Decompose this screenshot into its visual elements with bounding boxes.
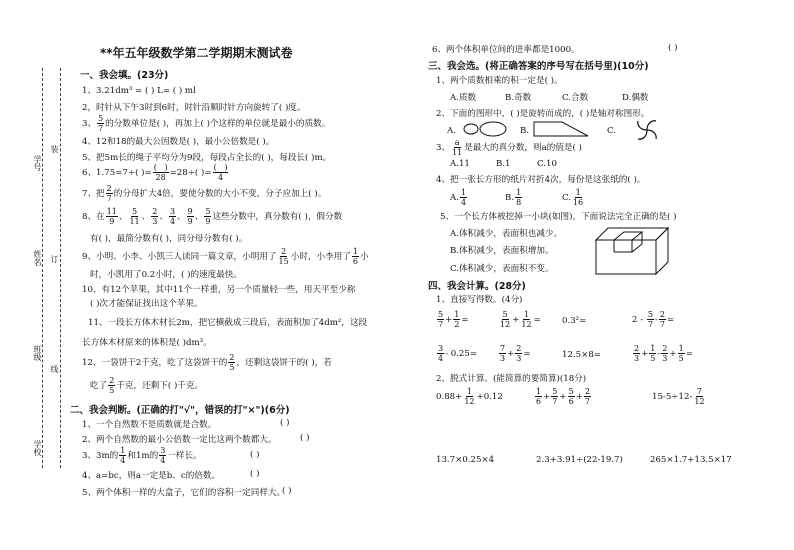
- step-calc-6: 265×1.7+13.5×17: [650, 455, 732, 465]
- s4-part1-label: 1、直接写得数。(4分): [436, 295, 523, 305]
- s3-q3-opt-b: B.1: [496, 159, 511, 169]
- s2-q1-paren: ( ): [280, 418, 290, 428]
- s3-q4: 4、把一张长方形的纸片对折4次，每份是这张纸的( )。: [436, 175, 646, 185]
- school-label: 学校: [33, 440, 42, 456]
- calc-2: $\frac{5}{12}$ + $\frac{1}{12}$ =: [500, 310, 541, 329]
- section-4-heading: 四、我会计算。(28分): [428, 281, 526, 292]
- s2-q2: 2、两个自然数的最小公倍数一定比这两个数都大。: [82, 435, 277, 445]
- s2-q1: 1、一个自然数不是质数就是合数。: [82, 420, 217, 430]
- s1-q1: 1、3.21dm³ = ( ) L= ( ) ml: [82, 86, 196, 96]
- s3-q1-opt-a: A.质数: [450, 93, 477, 103]
- calc-8: $\frac{2}{3}$ + $\frac{1}{5}$ - $\frac{2}{3}$ + $\frac{1}{5}$ =: [634, 344, 693, 363]
- s3-q1-opt-d: D.偶数: [622, 93, 649, 103]
- s1-q6: 6、1.75=7÷( )= $\frac{( )}{28}$ =28÷( )= $\frac{( )}{4}$: [82, 163, 228, 182]
- s1-q2: 2，时针从下午3时到6时，时针沿顺时针方向旋转了( )度。: [82, 103, 306, 113]
- s3-q3-opt-a: A.11: [450, 159, 470, 169]
- s3-q5: 5、一个长方体被挖掉一小块(如图)，下面说法完全正确的是( ): [440, 212, 677, 222]
- s2-q5-paren: ( ): [282, 486, 292, 496]
- s2-q5: 5、两个体积一样的大盒子，它们的容积一定同样大。: [82, 488, 286, 498]
- s1-q4: 4、12和18的最大公因数是( )，最小公倍数是( )。: [82, 137, 275, 147]
- s3-q4-opt-c: C. $\frac{1}{16}$: [562, 188, 584, 207]
- section-3-heading: 三、我会选。(将正确答案的序号写在括号里)(10分): [428, 61, 649, 72]
- s2-q2-paren: ( ): [300, 433, 310, 443]
- s4-part2-label: 2、脱式计算。(能简算的要简算)(18分): [436, 374, 587, 384]
- s3-q4-opt-a: A. $\frac{1}{4}$: [450, 188, 467, 207]
- calc-5: $\frac{3}{4}$ - 0.25=: [438, 344, 478, 363]
- cuboid-figure: [592, 222, 672, 278]
- page-title: **年五年级数学第二学期期末测试卷: [100, 46, 293, 60]
- calc-1: $\frac{5}{7}$ + $\frac{1}{2}$ =: [438, 310, 469, 329]
- s1-q8-cont: 有( )，最简分数有( )，同分母分数有( )。: [90, 234, 248, 244]
- s1-q7: 7、把 $\frac{2}{7}$ 的分母扩大4倍，要使分数的大小不变，分子应加上( )。: [82, 184, 327, 203]
- s1-q9: 9、小明、小李、小凯三人读同一篇文章，小明用了 $\frac{2}{15}$ 小时，小李用了 $\frac{1}{6}$ 小: [82, 247, 369, 266]
- s1-q3: 3、 $\frac{5}{7}$ 的分数单位是( )，再加上( )个这样的单位就是最小的质数。: [82, 114, 331, 133]
- s3-q1-opt-b: B.奇数: [505, 93, 532, 103]
- seal-char-1: 装: [50, 145, 59, 153]
- calc-4: 2 - $\frac{5}{7}$ - $\frac{2}{7}$ =: [632, 310, 675, 329]
- binding-line-outer: [42, 68, 43, 468]
- s2-q6: 6、两个体积单位间的进率都是1000。: [432, 45, 580, 55]
- s3-q4-opt-b: B. $\frac{1}{8}$: [505, 188, 522, 207]
- s2-q3-paren: ( ): [250, 450, 260, 460]
- s2-q4: 4、a=bc，则a一定是b、c的倍数。: [82, 471, 221, 481]
- s1-q11-cont: 长方体木材原来的体积是( )dm³。: [82, 338, 212, 348]
- s3-q1-opt-c: C.合数: [562, 93, 589, 103]
- s1-q11: 11、一段长方体木材长2m，把它横截成三段后，表面积加了4dm²，这段: [88, 318, 368, 328]
- class-label: 班级: [33, 345, 42, 361]
- step-calc-2: $\frac{1}{6}$ + $\frac{5}{7}$ + $\frac{5}{6}$ + $\frac{2}{7}$: [536, 387, 590, 406]
- pinwheel-figure: [632, 115, 662, 145]
- step-calc-3: 15-5÷12- $\frac{7}{12}$: [652, 387, 705, 406]
- calc-3: 0.3²=: [562, 316, 587, 326]
- s3-q5-opt-b: B.体积减少，表面积增加。: [450, 246, 554, 256]
- step-calc-1: 0.88+ $\frac{1}{12}$ +0.12: [436, 387, 503, 406]
- name-label: 姓名: [33, 250, 42, 266]
- calc-6: $\frac{7}{3}$ + $\frac{2}{3}$ =: [500, 344, 531, 363]
- step-calc-4: 13.7×0.25×4: [436, 455, 495, 465]
- s1-q10: 10、有12个苹果，其中11个一样重，另一个质量轻一些，用天平至少称: [82, 285, 356, 295]
- s1-q12: 12、一袋饼干2千克，吃了这袋饼干的 $\frac{2}{5}$ ，还剩这袋饼干的( )，若: [82, 353, 332, 372]
- s1-q8: 8、在 $\frac{11}{9}$ 、 $\frac{5}{11}$ 、 $\frac{2}{3}$ 、 $\frac{3}{4}$ 、 $\frac{9}{9}$ 、 $\frac{5}{9}$ 这些分数中，真分数有( )，假分数: [82, 207, 343, 226]
- section-2-heading: 二、我会判断。(正确的打"√"，错误的打"×")(6分): [70, 405, 290, 416]
- step-calc-5: 2.3+3.91÷(22-19.7): [536, 455, 623, 465]
- s2-q3: 3、3m的 $\frac{1}{4}$ 和1m的 $\frac{3}{4}$ 一样长。: [82, 446, 202, 465]
- s2-q6-paren: ( ): [668, 43, 678, 53]
- student-no-label: 学号: [33, 155, 42, 171]
- s3-q1: 1、两个质数相乘的积一定是( )。: [436, 76, 563, 86]
- s3-q2-opt-a: A.: [447, 126, 456, 136]
- section-1-heading: 一、我会填。(23分): [80, 70, 169, 81]
- calc-7: 12.5×8=: [562, 350, 602, 360]
- s3-q5-opt-c: C.体积减少，表面积不变。: [450, 264, 554, 274]
- s3-q5-opt-a: A.体积减少，表面积也减少。: [450, 229, 563, 239]
- s3-q3-opt-c: C.10: [537, 159, 557, 169]
- s1-q9-cont: 时，小凯用了0.2小时，( )的速度最快。: [90, 270, 243, 280]
- s3-q3: 3、 $\frac{a}{11}$ 是最大的真分数，则a的值是( ): [436, 138, 582, 157]
- s2-q4-paren: ( ): [250, 469, 260, 479]
- ovals-figure: [462, 120, 508, 138]
- seal-char-2: 订: [50, 255, 59, 263]
- seal-char-3: 线: [50, 365, 59, 373]
- s1-q10-cont: ( )次才能保证找出这个苹果。: [90, 299, 203, 309]
- s3-q2-opt-b: B.: [520, 126, 530, 136]
- s1-q5: 5、把5m长的绳子平均分为9段，每段占全长的( )，每段长( )m。: [82, 153, 332, 163]
- trapezoid-figure: [532, 120, 592, 138]
- s3-q2: 2、下面的图形中，( )是旋转而成的，( )是轴对称图形。: [436, 109, 650, 119]
- s1-q12-cont: 吃了 $\frac{2}{5}$ 千克，还剩下( )千克。: [90, 376, 204, 395]
- s3-q2-opt-c: C.: [607, 126, 617, 136]
- binding-line-inner: [60, 68, 61, 468]
